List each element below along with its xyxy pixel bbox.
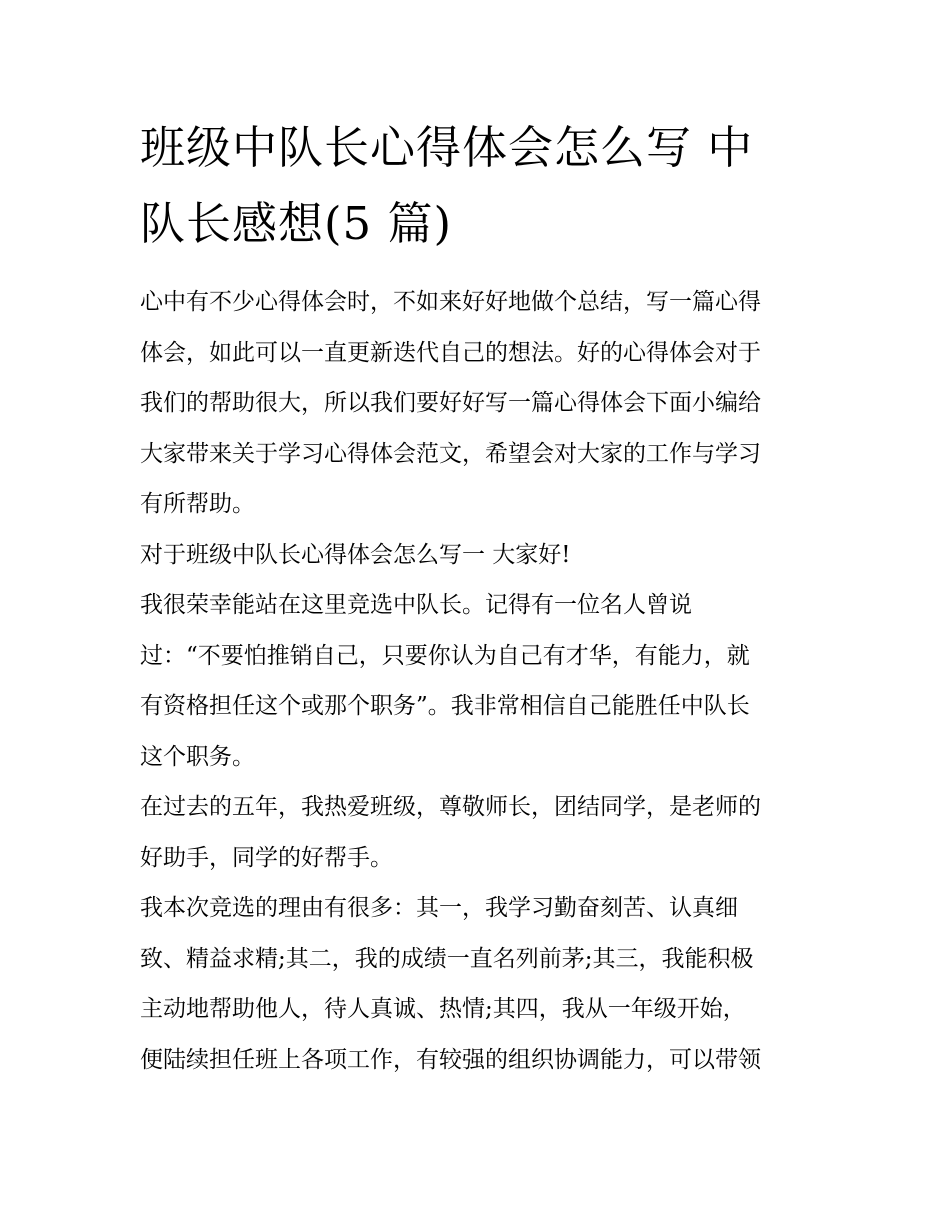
body-line: 大家带来关于学习心得体会范文，希望会对大家的工作与学习 [140,440,761,467]
body-line: 致、精益求精;其二，我的成绩一直名列前茅;其三，我能积极 [140,945,754,972]
body-line: 我很荣幸能站在这里竞选中队长。记得有一位名人曾说 [140,592,692,618]
body-line: 我本次竞选的理由有很多：其一，我学习勤奋刻苦、认真细 [140,895,738,921]
title-line: 队长感想(5 篇) [140,197,453,250]
body-line: 体会，如此可以一直更新迭代自己的想法。好的心得体会对于 [140,339,761,366]
body-line: 有所帮助。 [140,491,255,517]
body-line: 好助手，同学的好帮手。 [140,844,393,871]
body-line: 主动地帮助他人，待人真诚、热情;其四，我从一年级开始， [140,996,746,1022]
body-line: 我们的帮助很大，所以我们要好好写一篇心得体会下面小编给 [140,390,761,416]
document-title [140,110,820,262]
document-body [140,277,830,1085]
body-line: 对于班级中队长心得体会怎么写一 大家好! [140,541,571,568]
body-line: 有资格担任这个或那个职务”。我非常相信自己能胜任中队长 [140,693,750,719]
body-line: 心中有不少心得体会时，不如来好好地做个总结，写一篇心得 [140,289,761,315]
body-line: 过：“不要怕推销自己，只要你认为自己有才华，有能力，就 [140,642,750,669]
title-line: 班级中队长心得体会怎么写 中 [140,121,754,174]
body-line: 在过去的五年，我热爱班级，尊敬师长，团结同学，是老师的 [140,794,761,820]
body-line: 便陆续担任班上各项工作，有较强的组织协调能力，可以带领 [140,1046,761,1073]
body-line: 这个职务。 [140,743,255,770]
